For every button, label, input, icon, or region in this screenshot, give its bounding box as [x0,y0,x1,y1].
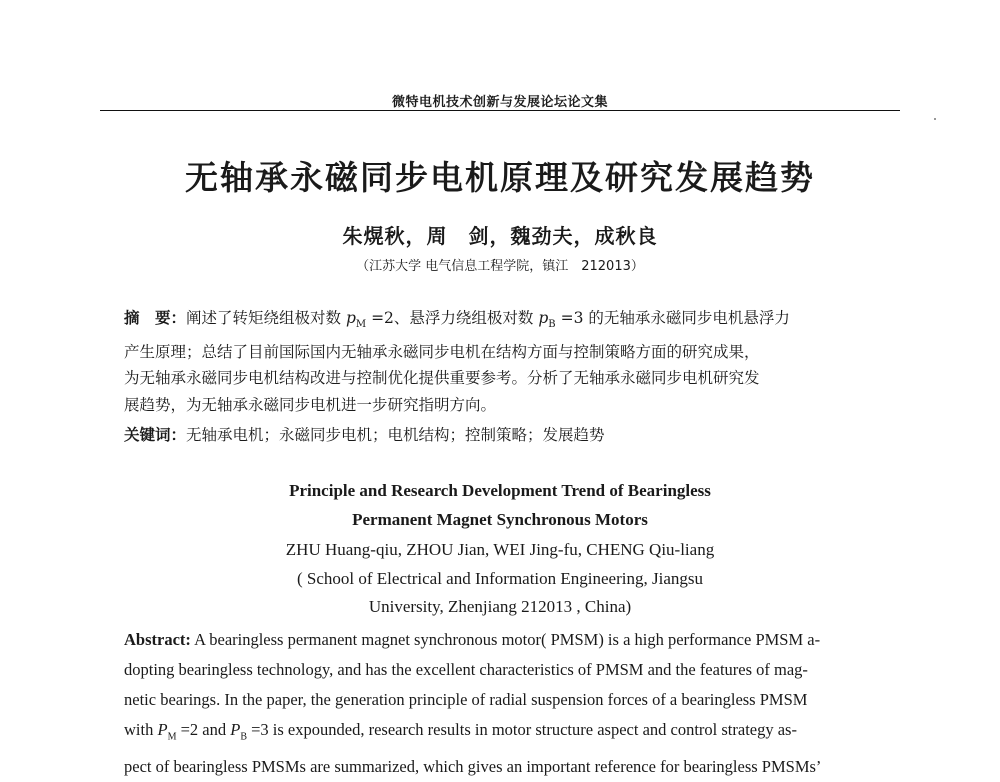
abstract-chinese-label: 摘 要： [124,309,187,327]
abstract-chinese-line-4: 展趋势，为无轴承永磁同步电机进一步研究指明方向。 [124,395,497,414]
abstract-text: with [124,720,158,739]
symbol-p: p [345,309,356,327]
scan-artifact-dot [934,118,936,120]
header-rule [100,110,900,111]
keywords-label: 关键词： [124,426,187,444]
paper-title-english-line-2: Permanent Magnet Synchronous Motors [352,510,648,529]
abstract-chinese-line-3: 为无轴承永磁同步电机结构改进与控制优化提供重要参考。分析了无轴承永磁同步电机研究发 [124,369,760,388]
abstract-text: =3 的无轴承永磁同步电机悬浮力 [555,309,790,327]
abstract-chinese-line-2: 产生原理；总结了目前国际国内无轴承永磁同步电机在结构方面与控制策略方面的研究成果， [124,342,760,361]
authors-chinese: 朱熀秋，周 剑，魏劲夫，成秋良 [342,224,658,248]
abstract-text: =2 and [176,720,231,739]
subscript-m: M [355,319,367,331]
abstract-text: =3 is expounded, research results in motor structure aspect and control strategy as- [247,720,797,739]
keywords-text: 无轴承电机；永磁同步电机；电机结构；控制策略；发展趋势 [186,426,605,444]
subscript-b: B [548,319,556,331]
abstract-english-line-5: pect of bearingless PMSMs are summarized, which gives an important reference for bearingless PMSMs’ [124,757,822,777]
authors-english: ZHU Huang-qiu, ZHOU Jian, WEI Jing-fu, CHENG Qiu-liang [285,540,715,559]
symbol-p: p [538,309,549,327]
subscript-m: M [167,731,177,743]
abstract-text: 阐述了转矩绕组极对数 [186,309,346,327]
paper-title-chinese: 无轴承永磁同步电机原理及研究发展趋势 [185,158,815,197]
affiliation-english-line-2: University, Zhenjiang 212013 , China) [368,597,632,616]
keywords-chinese [124,422,876,448]
abstract-english-line-4 [124,715,876,752]
running-header: 微特电机技术创新与发展论坛论文集 [391,95,608,110]
affiliation-english-line-1: ( School of Electrical and Information Engineering, Jiangsu [297,569,703,588]
abstract-english-label: Abstract: [124,630,191,649]
affiliation-chinese: （江苏大学 电气信息工程学院，镇江 212013） [356,259,644,274]
abstract-text: A bearingless permanent magnet synchronous motor( PMSM) is a high performance PMSM a- [190,630,821,649]
symbol-p: P [230,720,241,739]
symbol-p: P [157,720,168,739]
abstract-text: =2、悬浮力绕组极对数 [366,309,539,327]
paper-title-english-line-1: Principle and Research Development Trend of Bearingless [289,481,711,500]
abstract-english [124,625,876,782]
abstract-english-line-3: netic bearings. In the paper, the generation principle of radial suspension forces of a bearingless PMSM [124,690,808,709]
subscript-b: B [240,731,247,743]
abstract-english-line-2: dopting bearingless technology, and has the excellent characteristics of PMSM and the features of mag- [124,660,808,679]
abstract-english-line-1 [124,625,876,655]
abstract-chinese [124,305,876,418]
abstract-chinese-line-1 [124,305,876,339]
